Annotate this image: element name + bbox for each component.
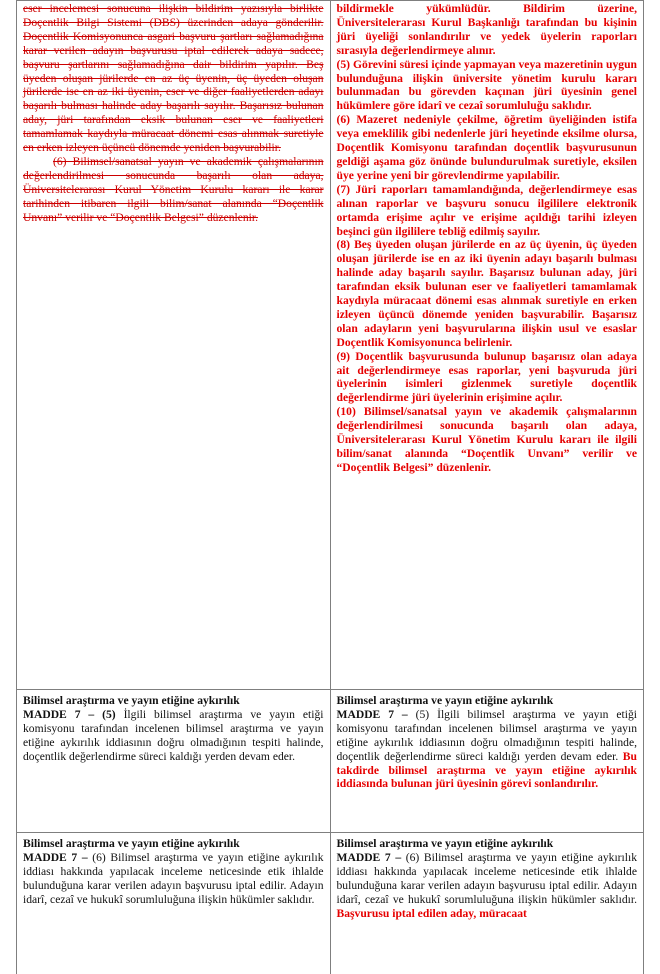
table-row — [17, 833, 644, 974]
deleted-paragraph: eser incelemesi sonucuna ilişkin bildirim yazısıyla birlikte Doçentlik Bilgi Sistemi (DBS) üzerinden adaya gönderilir. Doçentlik Komisyonunca asgari başvuru şartları sağlamadığına karar verilen adayın başvurusu iptal edilerek adaya sadece, başvuru şartlarını sağlamadığına dair bildirim yapılır. Beş üyeden oluşan jürilerde en az üç üyenin, üç üyeden oluşan jürilerde ise en az iki üyenin, eser ve diğer faaliyetlerden adayı başarılı bulması halinde aday başarılı sayılır. Başarısız bulunan aday, jüri tarafından eksik bulunan eser ve faaliyetleri tamamlamak kaydıyla müracaat dönemi esas alınmak suretiyle en erken izleyen üçüncü dönemde yeniden başvurabilir. — [23, 2, 324, 155]
article-paragraph — [23, 708, 324, 764]
article-text: (6) Bilimsel araştırma ve yayın etiğine aykırılık iddiası hakkında yapılacak inceleme neticesinde etik ihlalde bulunduğuna karar verilen adayın başvurusu iptal edilir. Adayın idarî, cezaî ve hukukî sorumluluğuna ilişkin hükümler saklıdır. — [336, 850, 637, 906]
new-text-cell — [330, 690, 644, 833]
article-text: (5) İlgili bilimsel araştırma ve yayın etiği komisyonu tarafından incelenen bilimsel araştırma ve yayın etiğine aykırılık iddiasının doğru olmadığının tespiti halinde, doçentlik değerlendirme süreci kaldığı yerden devam eder. — [336, 707, 638, 763]
article-paragraph — [337, 851, 638, 921]
article-paragraph — [337, 708, 638, 791]
added-paragraph: bildirmekle yükümlüdür. Bildirim üzerine, Üniversitelerarası Kurul Başkanlığı tarafından bu kişinin jüri üyeliği sonlandırılır ve yedek üyelerin raporları sırasıyla değerlendirmeye alınır. — [336, 2, 637, 57]
old-text-cell — [17, 833, 331, 974]
added-paragraph: (5) Görevini süresi içinde yapmayan veya mazeretinin uygun bulunduğuna ilişkin üniversite yönetim kurulu kararı bulunmadan bu görevden kaçınan jüri üyesinin genel hükümlere göre idarî ve cezaî sorumluluğu saklıdır. — [336, 57, 637, 113]
article-heading: Bilimsel araştırma ve yayın etiğine aykırılık — [23, 837, 240, 850]
added-text: Bu takdirde bilimsel araştırma ve yayın etiğine aykırılık iddiasında bulunan jüri üyesinin görevi sonlandırılır. — [336, 749, 637, 791]
comparison-table — [16, 0, 644, 974]
article-heading: Bilimsel araştırma ve yayın etiğine aykırılık — [336, 837, 554, 850]
article-number: MADDE 7 – — [23, 850, 88, 864]
article-paragraph — [23, 851, 324, 907]
deleted-paragraph: (6) Bilimsel/sanatsal yayın ve akademik çalışmalarının değerlendirilmesi sonucunda başarılı olan adaya, Üniversitelerarası Kurul Yönetim Kurulu kararı ile karar tarihinden itibaren ilgili bilim/sanat alanında “Doçentlik Unvanı” verilir ve “Doçentlik Belgesi” düzenlenir. — [23, 154, 324, 224]
article-text: İlgili bilimsel araştırma ve yayın etiği komisyonu tarafından incelenen bilimsel araştırma ve yayın etiğine aykırılık iddiasının doğru olmadığının tespiti halinde, doçentlik değerlendirme süreci kaldığı yerden devam eder. — [23, 707, 324, 763]
added-text: Başvurusu iptal edilen aday, müracaat — [336, 906, 527, 920]
article-number: MADDE 7 – — [336, 707, 408, 721]
article-number: MADDE 7 – (5) — [23, 707, 116, 721]
table-row — [17, 1, 644, 690]
added-paragraph: (10) Bilimsel/sanatsal yayın ve akademik çalışmalarının değerlendirilmesi sonucunda başarılı olan adaya, Üniversitelerarası Kurul Yönetim Kurulu kararı ile ilgili bilim/sanat alanında “Doçentlik Unvanı” verilir ve “Doçentlik Belgesi” düzenlenir. — [336, 405, 637, 474]
added-paragraph: (8) Beş üyeden oluşan jürilerde en az üç üyenin, üç üyeden oluşan jürilerde ise en az iki üyenin adayı başarılı bulması halinde aday başarılı sayılır. Başarısız bulunan aday, jüri tarafından eksik bulunan eser ve faaliyetleri tamamlamak kaydıyla müracaat dönemi esas alınmak suretiyle en erken izleyen üçüncü dönemde yeniden başvurabilir. Başarısız olan adayların yeni başvurularına ilişkin usul ve esaslar Doçentlik Komisyonunca belirlenir. — [336, 238, 637, 349]
added-paragraph: (7) Jüri raporları tamamlandığında, değerlendirmeye esas alınan raporlar ve başvuru sonucu ilgililere elektronik ortamda erişime açılır ve erişime açıldığı tarihi izleyen beşinci gün ilgililere tebliğ edilmiş sayılır. — [336, 182, 637, 238]
new-text-cell — [330, 833, 644, 974]
article-text: (6) Bilimsel araştırma ve yayın etiğine aykırılık iddiası hakkında yapılacak inceleme neticesinde etik ihlalde bulunduğuna karar verilen adayın başvurusu iptal edilir. Adayın idarî, cezaî ve hukukî sorumluluğuna ilişkin hükümler saklıdır. — [23, 850, 324, 906]
old-text-cell — [17, 1, 331, 690]
article-heading: Bilimsel araştırma ve yayın etiğine aykırılık — [23, 694, 240, 707]
table-row — [17, 690, 644, 833]
old-text-cell — [17, 690, 331, 833]
article-number: MADDE 7 – — [336, 850, 402, 864]
added-paragraph: (9) Doçentlik başvurusunda bulunup başarısız olan adaya ait değerlendirmeye esas raporlar, yeni başvuruda jüri üyelerinin isimleri gizlenmek suretiyle doçentlik değerlendirme jüri üyelerinin erişimine açılır. — [336, 349, 637, 405]
new-text-cell — [330, 1, 644, 690]
article-heading: Bilimsel araştırma ve yayın etiğine aykırılık — [336, 694, 554, 707]
added-paragraph: (6) Mazeret nedeniyle çekilme, öğretim üyeliğinden istifa veya emeklilik gibi nedenlerle jüri heyetinde eksilme olursa, Doçentlik Komisyonu tarafından doçentlik başvurusunun geldiği aşama göz önünde bulundurulmak suretiyle, eksilen üye yerine yeni bir görevlendirme yapılabilir. — [336, 113, 637, 182]
